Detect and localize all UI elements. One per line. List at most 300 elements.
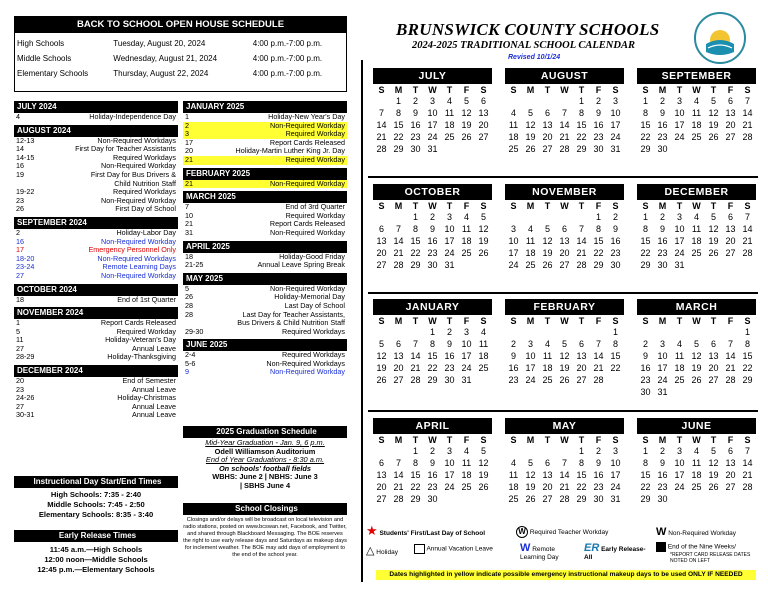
day-cell: 26 [478,482,489,492]
day-cell: 5 [710,96,716,106]
day-cell: 2 [659,96,665,106]
event-text: Non-Required Workday [101,236,176,246]
section-title: AUGUST 2024 [14,125,178,137]
graduation-title: 2025 Graduation Schedule [183,426,347,438]
day-cell: 30 [610,260,621,270]
day-cell: 23 [410,132,421,142]
empty-day [522,327,539,339]
day-cell: 14 [742,224,753,234]
weekday-label: T [544,316,551,326]
day-cell: 18 [674,363,685,373]
event-date: 20 [185,146,193,156]
event-row [14,353,178,362]
empty-day [722,327,739,339]
day-cell: 24 [461,363,472,373]
weekday-label: M [394,201,403,211]
day-cell: 6 [378,458,384,468]
day-cell: 28 [742,132,753,142]
day-cell: 11 [508,470,519,480]
day-cell: 12 [708,108,719,118]
day-cell: 20 [725,236,736,246]
empty-day [407,327,424,339]
day-cell: 13 [559,236,570,246]
day-cell: 10 [461,339,472,349]
weekday-label: M [658,201,667,211]
day-cell: 15 [393,120,404,130]
day-cell: 26 [461,132,472,142]
day-cell: 24 [674,132,685,142]
day-grid [505,96,624,156]
row-divider [368,176,758,178]
month-calendar [373,418,492,506]
day-cell: 31 [610,494,621,504]
event-row [183,229,347,238]
day-cell: 3 [429,96,435,106]
day-cell: 28 [393,494,404,504]
day-cell: 17 [610,470,621,480]
day-cell: 21 [576,248,587,258]
day-cell: 30 [657,144,668,154]
empty-day [654,327,671,339]
event-section [183,339,347,377]
weekday-label: S [510,85,517,95]
day-cell: 14 [576,236,587,246]
event-text: Non-Required Workday [270,283,345,293]
day-cell: 5 [710,212,716,222]
day-cell: 28 [742,482,753,492]
day-cell: 14 [410,351,421,361]
section-title: JANUARY 2025 [183,101,347,113]
section-title: JULY 2024 [14,101,178,113]
day-cell: 2 [429,446,435,456]
day-cell: 1 [595,212,601,222]
empty-day [637,327,654,339]
day-cell: 16 [593,120,604,130]
school-closings [183,503,347,558]
weekday-label: F [463,435,470,445]
day-cell: 30 [444,375,455,385]
day-cell: 2 [659,212,665,222]
day-cell: 29 [576,494,587,504]
day-cell: 9 [642,351,648,361]
day-cell: 4 [463,446,469,456]
day-cell: 27 [393,375,404,385]
weekday-label: T [578,316,585,326]
empty-day [373,446,390,458]
weekday-label: W [560,201,569,211]
day-cell: 7 [412,339,418,349]
day-cell: 17 [444,236,455,246]
day-cell: 11 [674,351,685,361]
day-cell: 30 [410,144,421,154]
month-name: MARCH [637,299,756,315]
day-cell: 6 [727,96,733,106]
day-cell: 21 [393,482,404,492]
day-cell: 19 [525,482,536,492]
event-date: 21-25 [185,260,204,270]
weekday-label: S [378,201,385,211]
weekday-label: S [642,201,649,211]
day-cell: 30 [640,387,651,397]
empty-day [539,446,556,458]
day-cell: 25 [525,260,536,270]
day-cell: 19 [708,236,719,246]
day-cell: 3 [446,446,452,456]
event-row [183,156,347,165]
month-calendar [637,68,756,156]
day-cell: 16 [427,236,438,246]
day-cell: 4 [527,224,533,234]
month-name: JUNE [637,418,756,434]
weekday-label: M [526,435,535,445]
weekday-label: W [692,201,701,211]
weekday-label: S [612,201,619,211]
month-name: MAY [505,418,624,434]
day-cell: 26 [708,482,719,492]
weekday-header [637,85,756,96]
weekday-label: S [642,316,649,326]
weekday-label: T [710,316,717,326]
day-cell: 24 [610,132,621,142]
event-text: Non-Required Workday [270,227,345,237]
day-cell: 21 [725,363,736,373]
day-cell: 1 [395,96,401,106]
event-row [183,328,347,337]
day-cell: 18 [691,120,702,130]
day-cell: 9 [429,458,435,468]
early-middle: 12:00 noon—Middle Schools [44,555,148,564]
weekday-header [505,201,624,212]
event-text: End of Semester [122,376,176,386]
day-cell: 13 [542,470,553,480]
day-cell: 5 [463,96,469,106]
event-text: Non-Required Workday [270,120,345,130]
weekday-label: S [612,85,619,95]
day-cell: 7 [395,458,401,468]
row-divider [368,292,758,294]
weekday-label: M [658,85,667,95]
day-cell: 5 [561,339,567,349]
day-grid [505,212,624,272]
day-cell: 30 [657,494,668,504]
event-text: Report Cards Released [269,219,345,229]
day-cell: 20 [376,482,387,492]
day-cell: 11 [461,458,472,468]
month-calendar [505,299,624,387]
day-cell: 15 [640,120,651,130]
school-closings-title: School Closings [183,503,347,515]
day-cell: 11 [461,224,472,234]
day-cell: 19 [542,248,553,258]
event-section [183,101,347,165]
day-cell: 29 [393,144,404,154]
day-cell: 2 [412,96,418,106]
event-section [14,101,178,122]
event-date: 2 [185,120,189,130]
weekday-label: F [463,316,470,326]
event-row [14,411,178,420]
day-cell: 12 [708,458,719,468]
day-cell: 17 [508,248,519,258]
empty-day [373,212,390,224]
event-section [14,284,178,305]
day-cell: 20 [542,482,553,492]
day-cell: 4 [544,339,550,349]
event-text: Required Workdays [113,152,176,162]
day-cell: 14 [393,470,404,480]
weekday-header [505,85,624,96]
day-cell: 8 [595,224,601,234]
day-cell: 1 [642,446,648,456]
weekday-label: W [692,435,701,445]
day-cell: 25 [461,482,472,492]
day-cell: 26 [478,248,489,258]
weekday-label: T [544,201,551,211]
day-cell: 13 [576,351,587,361]
day-cell: 27 [725,132,736,142]
day-cell: 8 [429,339,435,349]
weekday-label: F [595,316,602,326]
day-cell: 22 [576,482,587,492]
early-high: 11:45 a.m.—High Schools [49,545,143,554]
day-cell: 7 [395,224,401,234]
weekday-label: S [744,85,751,95]
day-cell: 29 [410,494,421,504]
event-date: 21 [185,154,193,164]
event-date: 27 [16,401,24,411]
day-cell: 16 [444,351,455,361]
day-cell: 9 [510,351,516,361]
empty-day [505,96,522,108]
day-cell: 15 [610,351,621,361]
event-date: 5-6 [185,358,196,368]
revised-date: Revised 10/1/24 [508,54,561,61]
day-cell: 29 [640,144,651,154]
day-grid [373,96,492,156]
weekday-label: T [578,85,585,95]
weekday-label: W [560,435,569,445]
event-date: 26 [185,292,193,302]
day-cell: 25 [691,248,702,258]
event-text: Non-Required Workdays [266,358,345,368]
event-text: Annual Leave [132,401,176,411]
day-cell: 6 [561,224,567,234]
empty-day [556,212,573,224]
weekday-label: W [692,316,701,326]
day-cell: 12 [478,458,489,468]
weekday-header [373,201,492,212]
graduation-dates-2: | SBHS June 4 [239,480,291,490]
section-title: MAY 2025 [183,273,347,285]
day-cell: 10 [657,351,668,361]
day-cell: 9 [446,339,452,349]
legend-remote: W Remote Learning Day [520,542,559,561]
day-cell: 6 [727,446,733,456]
day-cell: 15 [640,236,651,246]
day-cell: 20 [576,363,587,373]
event-text: First Day for Teacher Assistants [75,144,176,154]
day-cell: 5 [527,108,533,118]
empty-day [522,96,539,108]
event-text: Required Workday [285,210,345,220]
empty-day [390,446,407,458]
day-cell: 31 [444,260,455,270]
day-cell: 30 [593,144,604,154]
instructional-times-title: Instructional Day Start/End Times [14,476,178,488]
weekday-header [637,201,756,212]
day-grid [373,446,492,506]
day-cell: 14 [742,108,753,118]
open-house-title: BACK TO SCHOOL OPEN HOUSE SCHEDULE [15,17,346,33]
day-cell: 23 [427,248,438,258]
day-cell: 7 [378,108,384,118]
day-cell: 29 [427,375,438,385]
day-cell: 6 [378,224,384,234]
empty-day [590,327,607,339]
day-cell: 24 [610,482,621,492]
day-cell: 2 [429,212,435,222]
event-text: Annual Leave Spring Break [257,260,345,270]
day-cell: 4 [510,108,516,118]
event-date: 4 [16,112,20,121]
day-cell: 14 [742,458,753,468]
day-cell: 10 [444,458,455,468]
event-text: Annual Leave [132,410,176,420]
weekday-header [637,435,756,446]
day-cell: 12 [708,224,719,234]
day-cell: 14 [559,120,570,130]
event-date: 24-26 [16,393,35,403]
month-name: OCTOBER [373,184,492,200]
weekday-label: F [595,85,602,95]
day-cell: 31 [427,144,438,154]
day-cell: 12 [525,470,536,480]
day-cell: 11 [691,108,702,118]
day-cell: 19 [691,363,702,373]
day-cell: 19 [708,470,719,480]
day-cell: 28 [393,260,404,270]
day-cell: 27 [542,144,553,154]
day-cell: 21 [559,482,570,492]
event-text: Non-Required Workday [270,178,345,188]
weekday-label: M [658,316,667,326]
day-cell: 16 [640,363,651,373]
day-cell: 2 [612,212,618,222]
event-date: 29-30 [185,326,204,336]
day-cell: 9 [659,224,665,234]
open-house-row: High Schools Tuesday, August 20, 2024 4:00 p.m.-7:00 p.m. [17,39,323,48]
day-cell: 5 [544,224,550,234]
day-cell: 22 [410,248,421,258]
day-cell: 6 [544,458,550,468]
weekday-label: W [692,85,701,95]
day-cell: 21 [593,363,604,373]
event-row [14,113,178,122]
weekday-label: T [676,85,683,95]
day-cell: 29 [410,260,421,270]
hours-high: High Schools: 7:35 - 2:40 [50,490,142,499]
weekday-label: S [510,316,517,326]
graduation-schedule [183,426,347,490]
event-section [14,307,178,362]
day-cell: 22 [576,132,587,142]
weekday-label: F [727,201,734,211]
day-cell: 27 [478,132,489,142]
event-date: 7 [185,202,189,212]
circled-w-icon: W [516,526,528,538]
day-cell: 15 [410,236,421,246]
event-date: 14 [16,144,24,154]
day-cell: 11 [691,458,702,468]
weekday-label: M [394,85,403,95]
event-date: 28 [185,300,193,310]
day-cell: 18 [691,236,702,246]
day-cell: 26 [559,375,570,385]
section-title: SEPTEMBER 2024 [14,217,178,229]
section-title: MARCH 2025 [183,191,347,203]
day-cell: 20 [393,363,404,373]
column-divider [361,60,363,582]
day-cell: 19 [376,363,387,373]
event-text: Non-Required Workdays [97,253,176,263]
day-cell: 8 [642,458,648,468]
weekday-label: S [612,435,619,445]
empty-day [556,446,573,458]
section-title: JUNE 2025 [183,339,347,351]
day-cell: 12 [376,351,387,361]
day-cell: 4 [446,96,452,106]
day-cell: 24 [525,375,536,385]
event-row [183,180,347,189]
graduation-endyear: End of Year Graduations - 8:30 a.m. [205,455,325,464]
day-cell: 11 [525,236,536,246]
weekday-label: T [544,85,551,95]
day-cell: 7 [727,339,733,349]
day-cell: 24 [427,132,438,142]
day-cell: 13 [376,236,387,246]
weekday-label: M [394,316,403,326]
day-cell: 21 [742,470,753,480]
day-cell: 19 [525,132,536,142]
day-cell: 29 [640,494,651,504]
day-cell: 13 [542,120,553,130]
day-cell: 4 [480,327,486,337]
event-text: Holiday-Labor Day [116,227,176,237]
event-text: Report Cards Released [269,137,345,147]
event-date: 16 [16,236,24,246]
empty-day [539,96,556,108]
day-cell: 1 [578,96,584,106]
event-text: Annual Leave [132,384,176,394]
event-date: 1 [16,318,20,328]
day-cell: 9 [612,224,618,234]
event-text: Holiday-New Year's Day [268,112,345,121]
day-cell: 18 [461,236,472,246]
day-cell: 1 [642,96,648,106]
day-cell: 18 [444,120,455,130]
day-cell: 16 [657,120,668,130]
day-cell: 11 [478,339,489,349]
day-cell: 23 [610,248,621,258]
weekday-label: W [428,316,437,326]
district-logo [694,12,746,64]
day-cell: 15 [593,236,604,246]
empty-day [505,446,522,458]
day-grid [637,327,756,399]
day-cell: 15 [742,351,753,361]
day-cell: 10 [525,351,536,361]
day-cell: 5 [527,458,533,468]
